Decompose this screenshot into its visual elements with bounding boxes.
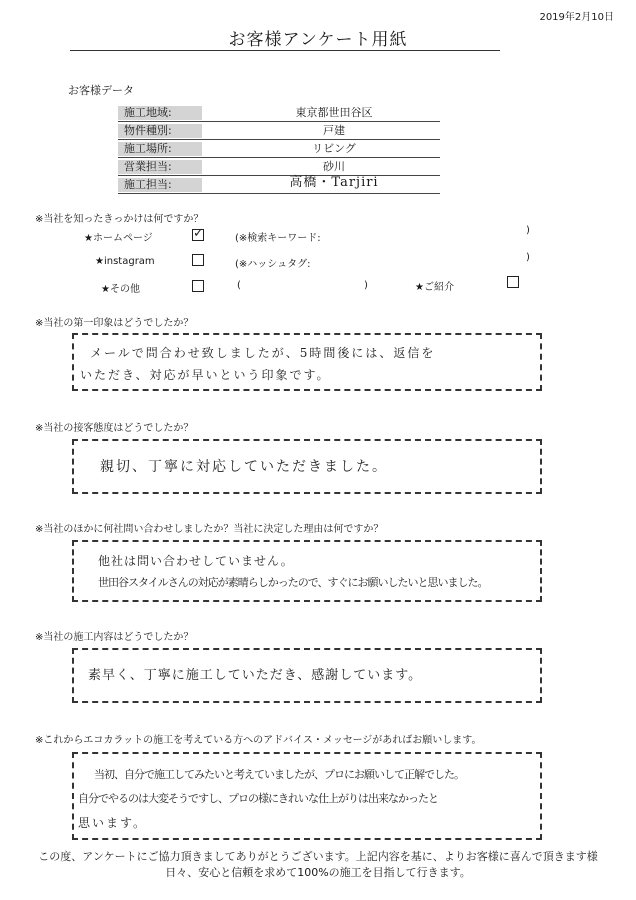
answer-box-other-companies [72, 540, 542, 602]
info-label: 施工地域: [124, 106, 172, 119]
paren-close: ) [526, 225, 530, 236]
question-first-impression: ※当社の第一印象はどうでしたか？ [35, 318, 194, 329]
checkbox-instagram[interactable] [192, 254, 204, 266]
handwritten-answer-line: 親切、丁寧に対応していただきました。 [100, 459, 388, 475]
question-advice-message: ※これからエコカラットの施工を考えている方へのアドバイス・メッセージがあればお願いします。 [35, 735, 482, 746]
info-row-installer [118, 176, 440, 194]
info-value: 砂川 [323, 160, 345, 173]
info-row-area [118, 104, 440, 122]
info-label: 施工担当: [124, 178, 172, 191]
info-row-type [118, 122, 440, 140]
info-row-sales [118, 158, 440, 176]
handwritten-answer-line: 思います。 [78, 816, 148, 830]
info-value-handwritten: 高橋・Tarjiri [289, 175, 379, 190]
info-value: リビング [312, 142, 356, 155]
info-label: 営業担当: [124, 160, 172, 173]
checkbox-homepage[interactable] [192, 229, 204, 241]
paren-close: ) [526, 252, 530, 263]
page-title: お客様アンケート用紙 [228, 30, 408, 50]
question-how-found: ※当社を知ったきっかけは何ですか？ [35, 214, 204, 225]
paren-close: ) [364, 280, 368, 291]
handwritten-answer-line: 自分でやるのは大変そうですし、プロの様にきれいな仕上がりは出来なかったと [78, 792, 438, 805]
handwritten-answer-line: 世田谷スタイルさんの対応が素晴らしかったので、すぐにお願いしたいと思いました。 [98, 576, 488, 589]
title-underline [70, 50, 500, 51]
option-hashtag: (※ハッシュタグ: [235, 259, 311, 270]
footer-message-line: この度、アンケートにご協力頂きましてありがとうございます。上記内容を基に、よりお客様に喜んで頂きます様 [38, 850, 598, 863]
option-search-keyword: (※検索キーワード: [235, 233, 321, 244]
checkbox-other[interactable] [192, 280, 204, 292]
customer-data-heading: お客様データ [68, 84, 134, 97]
survey-date: 2019年2月10日 [539, 12, 614, 23]
info-row-place [118, 140, 440, 158]
handwritten-answer-line: 他社は問い合わせしていません。 [98, 554, 294, 568]
option-referral: ★ご紹介 [415, 282, 454, 293]
footer-message-line: 日々、安心と信頼を求めて100%の施工を目指して行きます。 [165, 866, 471, 879]
info-label: 施工場所: [124, 142, 172, 155]
question-other-companies: ※当社のほかに何社問い合わせしましたか？当社に決定した理由は何ですか？ [35, 524, 384, 535]
handwritten-answer-line: 当初、自分で施工してみたいと考えていましたが、プロにお願いして正解でした。 [94, 768, 464, 781]
answer-box-first-impression [72, 333, 542, 391]
handwritten-answer-line: メールで問合わせ致しましたが、5時間後には、返信を [90, 346, 436, 360]
option-homepage: ★ホームページ [84, 233, 153, 244]
handwritten-answer-line: 素早く、丁寧に施工していただき、感謝しています。 [88, 668, 423, 683]
info-value: 東京都世田谷区 [295, 106, 373, 119]
paren-open: ( [237, 280, 241, 291]
option-other: ★その他 [101, 284, 140, 295]
handwritten-answer-line: いただき、対応が早いという印象です。 [80, 368, 331, 382]
question-construction-quality: ※当社の施工内容はどうでしたか？ [35, 632, 194, 643]
checkbox-referral[interactable] [507, 276, 519, 288]
answer-box-advice-message [72, 752, 542, 840]
info-value: 戸建 [323, 124, 345, 137]
answer-box-service-attitude [72, 439, 542, 494]
answer-box-construction-quality [72, 648, 542, 703]
question-service-attitude: ※当社の接客態度はどうでしたか？ [35, 423, 194, 434]
info-label: 物件種別: [124, 124, 172, 137]
option-instagram: ★instagram [95, 256, 155, 267]
